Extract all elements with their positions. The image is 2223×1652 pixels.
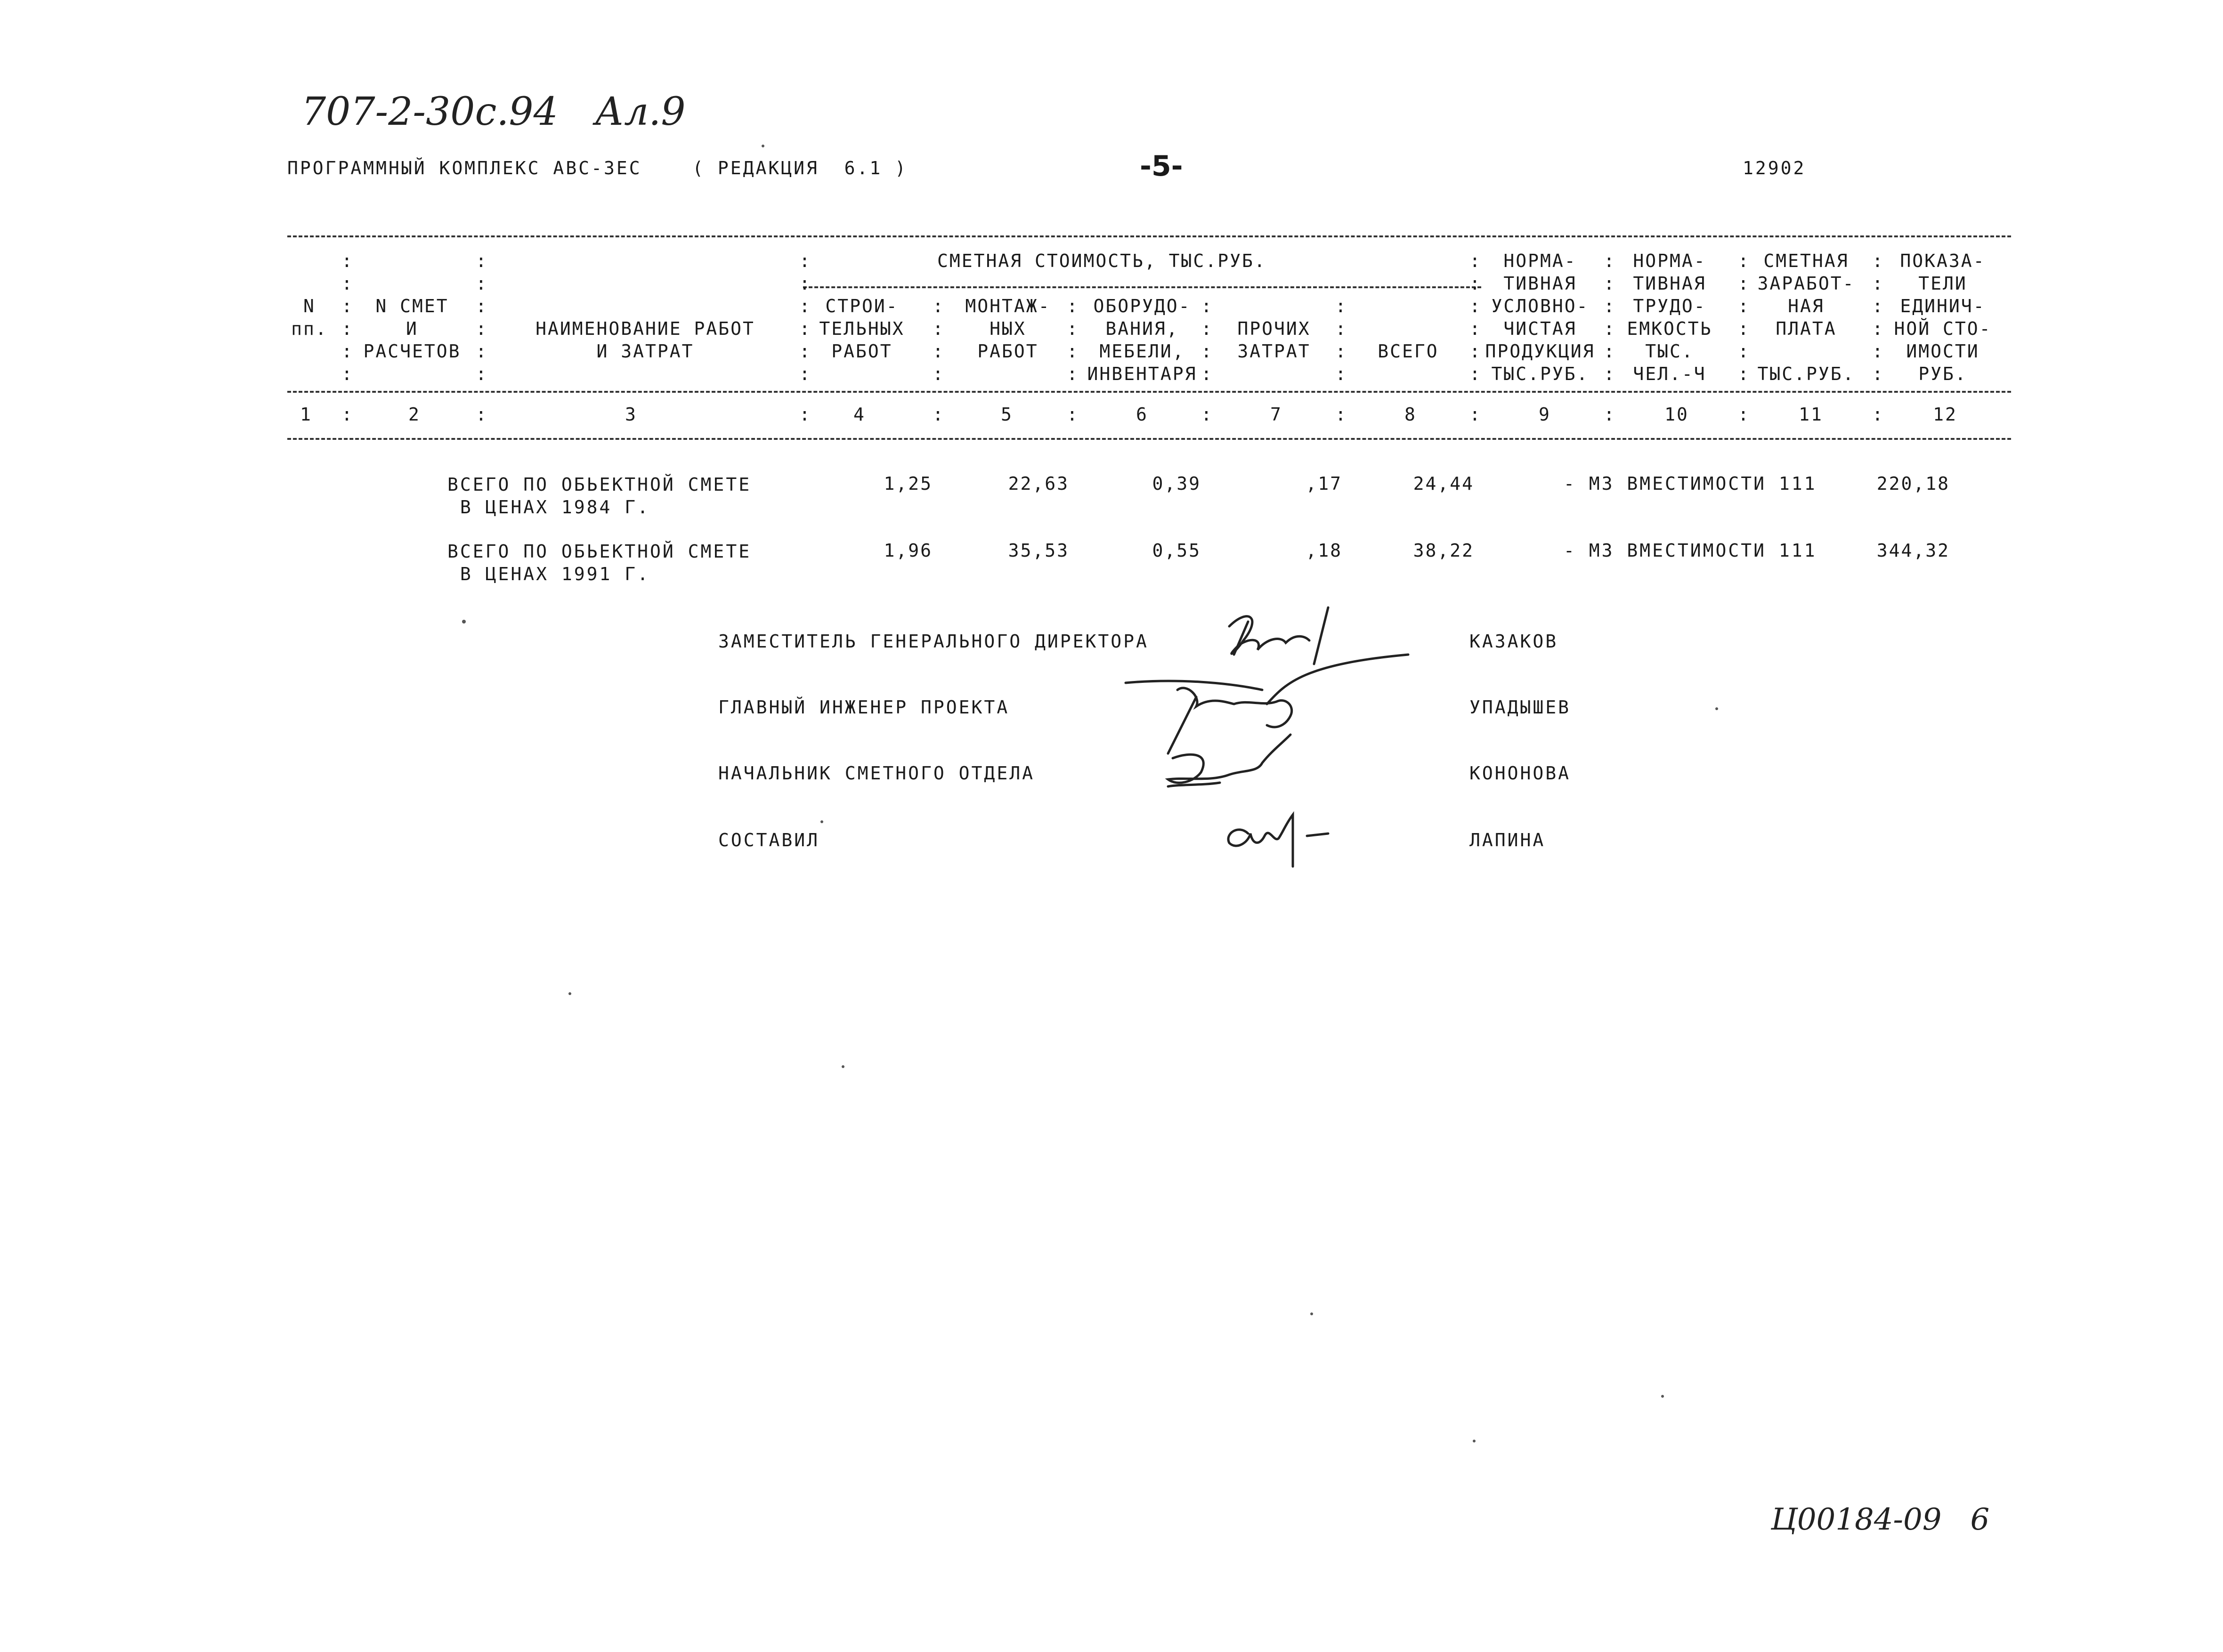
col-number: 12 xyxy=(1933,404,1957,425)
col-number: 10 xyxy=(1664,404,1689,425)
col-number-separators: : xyxy=(933,404,943,425)
col-number: 3 xyxy=(625,404,637,425)
header-col-6: ОБОРУДО- ВАНИЯ, МЕБЕЛИ, ИНВЕНТАРЯ xyxy=(1087,296,1197,384)
header-separator: : : : : : : xyxy=(476,251,487,384)
signature-name-3: КОНОНОВА xyxy=(1469,763,1571,784)
col-number: 1 xyxy=(300,404,312,425)
signature-title-4: СОСТАВИЛ xyxy=(718,830,820,850)
col-number-separators: : xyxy=(476,404,487,425)
col-number: 5 xyxy=(1001,404,1013,425)
header-col-4: СТРОИ- ТЕЛЬНЫХ РАБОТ xyxy=(819,296,905,362)
row-2-other: ,18 xyxy=(1306,540,1342,561)
row-1-construction: 1,25 xyxy=(884,473,933,494)
header-col-2: N СМЕТ И РАСЧЕТОВ xyxy=(363,296,461,362)
row-2-equipment: 0,55 xyxy=(1152,540,1201,561)
col-number: 4 xyxy=(853,404,866,425)
col-number-separators: : xyxy=(1201,404,1212,425)
header-separator: : : : : : : xyxy=(1872,251,1883,384)
col-number-separators: : xyxy=(1067,404,1078,425)
row-1-name: ВСЕГО ПО ОБЬЕКТНОЙ СМЕТЕ В ЦЕНАХ 1984 Г. xyxy=(447,474,752,518)
signature-name-1: КАЗАКОВ xyxy=(1469,631,1558,652)
row-1-unit: - М3 ВМЕСТИМОСТИ 111 xyxy=(1564,473,1817,494)
col-number-separators: : xyxy=(1604,404,1615,425)
col-number-separators: : xyxy=(341,404,352,425)
row-2-name: ВСЕГО ПО ОБЬЕКТНОЙ СМЕТЕ В ЦЕНАХ 1991 Г. xyxy=(447,541,752,584)
header-col-3: НАИМЕНОВАНИЕ РАБОТ И ЗАТРАТ xyxy=(535,318,755,362)
row-2-unit-cost: 344,32 xyxy=(1876,540,1950,561)
handwritten-document-code: 707-2-30с.94 Ал.9 xyxy=(301,89,686,134)
signature-title-3: НАЧАЛЬНИК СМЕТНОГО ОТДЕЛА xyxy=(718,763,1035,784)
row-2-unit: - М3 ВМЕСТИМОСТИ 111 xyxy=(1564,540,1817,561)
header-separator: : : : : xyxy=(1335,296,1346,384)
signature-name-4: ЛАПИНА xyxy=(1469,830,1546,850)
col-number: 11 xyxy=(1799,404,1823,425)
header-col-1: N пп. xyxy=(291,296,328,339)
row-1-equipment: 0,39 xyxy=(1152,473,1201,494)
col-number: 9 xyxy=(1539,404,1551,425)
signature-title-1: ЗАМЕСТИТЕЛЬ ГЕНЕРАЛЬНОГО ДИРЕКТОРА xyxy=(718,631,1149,652)
row-2-total: 38,22 xyxy=(1413,540,1474,561)
col-number-separators: : xyxy=(1469,404,1480,425)
col-number-separators: : xyxy=(1738,404,1749,425)
signature-title-2: ГЛАВНЫЙ ИНЖЕНЕР ПРОЕКТА xyxy=(718,697,1010,718)
page-number: -5- xyxy=(1140,150,1183,183)
header-separator: : : : : : : xyxy=(1469,251,1480,384)
col-number-separators: : xyxy=(799,404,810,425)
col-number: 6 xyxy=(1136,404,1148,425)
header-col-12: ПОКАЗА- ТЕЛИ ЕДИНИЧ- НОЙ СТО- ИМОСТИ РУБ. xyxy=(1894,251,1992,384)
header-separator: : : : : : : xyxy=(799,251,810,384)
header-separator: : : : : : : xyxy=(1738,251,1749,384)
col-number-separators: : xyxy=(1872,404,1883,425)
col-number: 7 xyxy=(1270,404,1282,425)
col-number-separators: : xyxy=(1335,404,1346,425)
row-2-construction: 1,96 xyxy=(884,540,933,561)
row-1-other: ,17 xyxy=(1306,473,1342,494)
header-separator: : : : : : : xyxy=(341,251,352,384)
footer-stamp: Ц00184-09 6 xyxy=(1771,1502,1990,1537)
header-col-10: НОРМА- ТИВНАЯ ТРУДО- ЕМКОСТЬ ТЫС. ЧЕЛ.-Ч xyxy=(1627,251,1712,384)
header-col-8: ВСЕГО xyxy=(1378,341,1439,362)
header-col-5: МОНТАЖ- НЫХ РАБОТ xyxy=(965,296,1051,362)
col-number: 8 xyxy=(1404,404,1417,425)
header-separator: : : : : xyxy=(1201,296,1212,384)
col-number: 2 xyxy=(408,404,421,425)
header-separator: : : : : : : xyxy=(1604,251,1615,384)
row-2-installation: 35,53 xyxy=(1008,540,1069,561)
row-1-total: 24,44 xyxy=(1413,473,1474,494)
header-separator: : : : : xyxy=(1067,296,1078,384)
header-col-9: НОРМА- ТИВНАЯ УСЛОВНО- ЧИСТАЯ ПРОДУКЦИЯ ТЫС.РУБ. xyxy=(1485,251,1595,384)
row-1-installation: 22,63 xyxy=(1008,473,1069,494)
program-line: ПРОГРАММНЫЙ КОМПЛЕКС АВС-ЗЕС ( РЕДАКЦИЯ 6.1 ) xyxy=(287,158,908,178)
row-1-unit-cost: 220,18 xyxy=(1876,473,1950,494)
header-col-7: ПРОЧИХ ЗАТРАТ xyxy=(1237,318,1311,362)
document-number: 12902 xyxy=(1743,158,1806,178)
header-separator: : : : : xyxy=(933,296,943,384)
header-col-11: СМЕТНАЯ ЗАРАБОТ- НАЯ ПЛАТА ТЫС.РУБ. xyxy=(1757,251,1855,384)
cost-group-header: СМЕТНАЯ СТОИМОСТЬ, ТЫС.РУБ. xyxy=(937,251,1266,271)
signature-name-2: УПАДЫШЕВ xyxy=(1469,697,1571,718)
